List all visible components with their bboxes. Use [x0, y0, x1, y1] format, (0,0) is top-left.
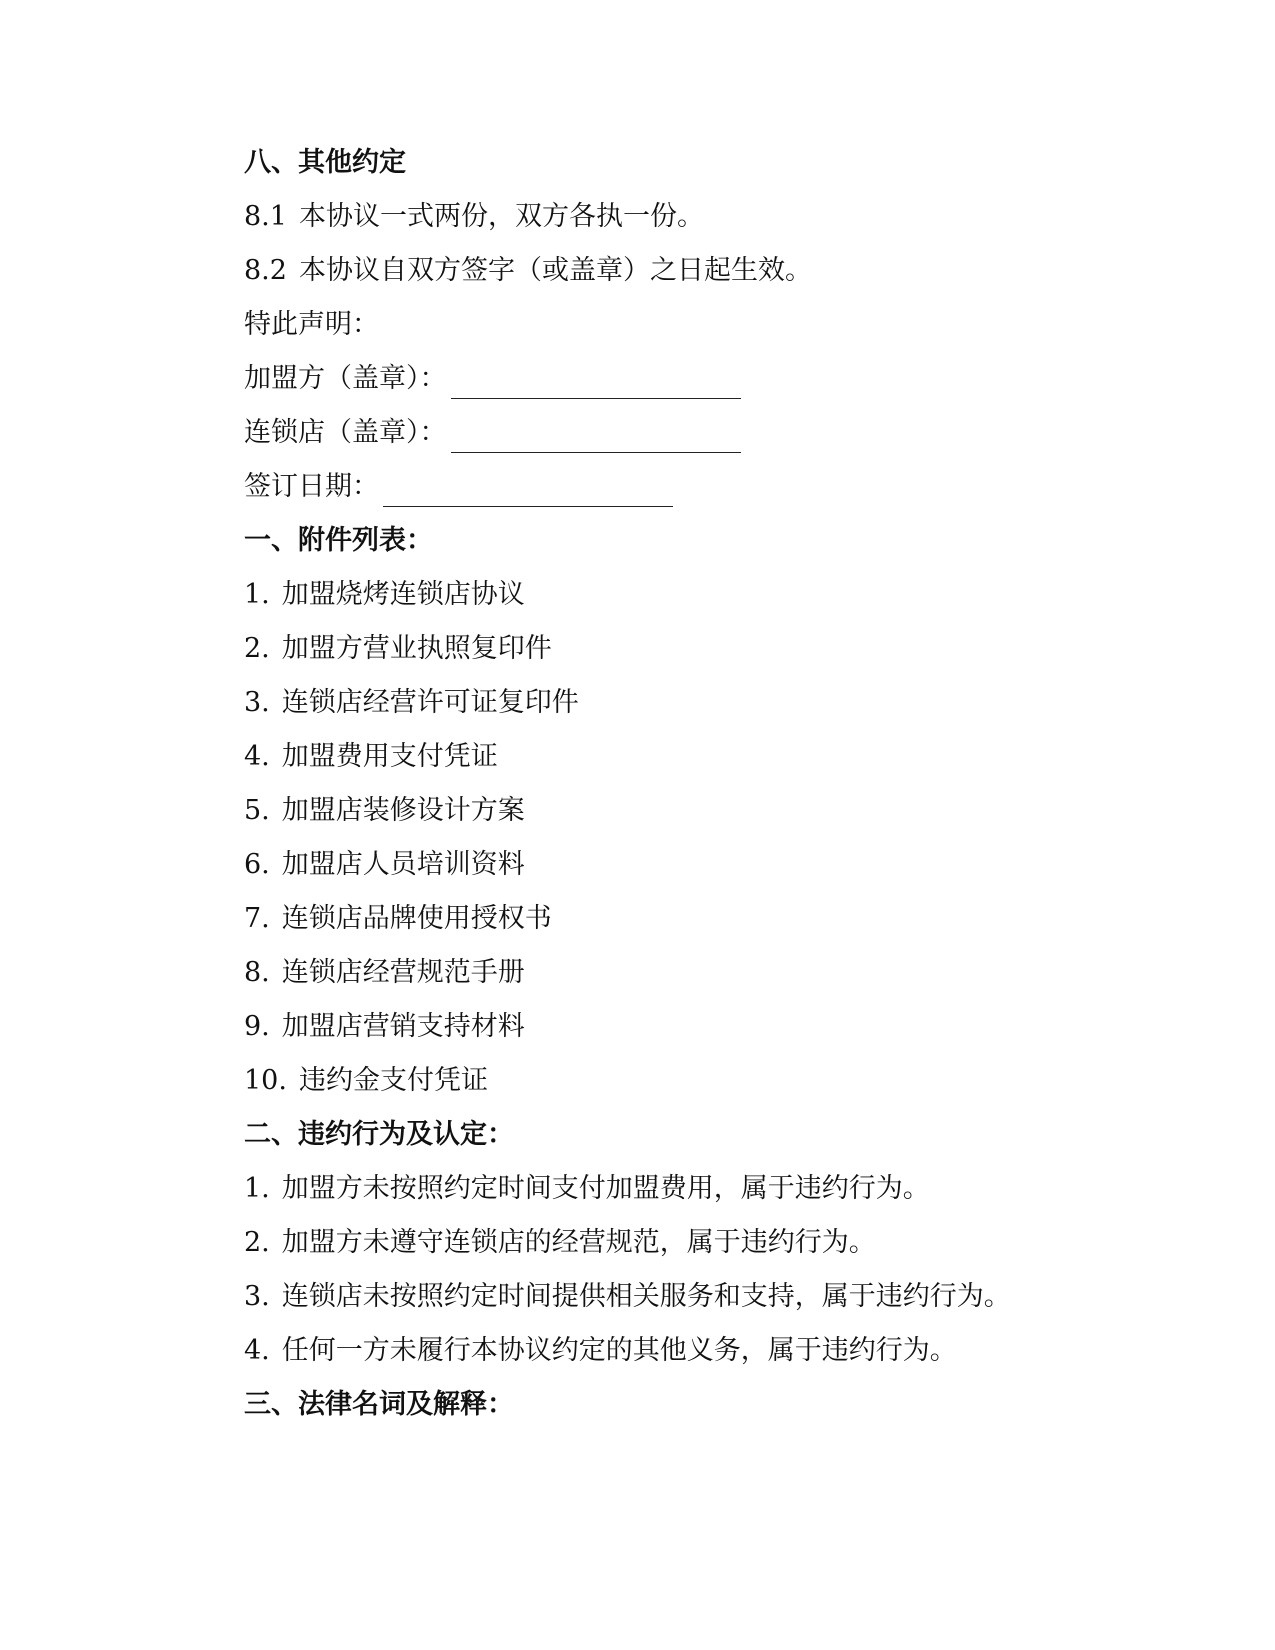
clause-text: 本协议一式两份，双方各执一份。	[298, 201, 704, 232]
chain-store-signature-line	[244, 413, 741, 453]
chain-store-label: 连锁店（盖章）：	[244, 417, 447, 448]
item-text: 任何一方未履行本协议约定的其他义务，属于违约行为。	[281, 1335, 957, 1366]
item-number: 10.	[244, 1065, 287, 1096]
list-item	[244, 1223, 876, 1263]
date-blank	[383, 476, 673, 507]
franchisee-label: 加盟方（盖章）：	[244, 363, 447, 394]
list-item	[244, 683, 579, 723]
item-text: 加盟方营业执照复印件	[281, 633, 552, 664]
chain-store-signature-blank	[451, 422, 741, 453]
clause-8-1	[244, 197, 704, 237]
legal-terms-heading: 三、法律名词及解释：	[244, 1389, 514, 1420]
list-item	[244, 791, 525, 831]
list-item	[244, 1277, 1011, 1317]
item-number: 3.	[244, 1281, 270, 1312]
franchisee-signature-line	[244, 359, 741, 399]
clause-text: 本协议自双方签字（或盖章）之日起生效。	[298, 255, 812, 286]
item-text: 加盟烧烤连锁店协议	[281, 579, 525, 610]
franchisee-signature-blank	[451, 368, 741, 399]
item-text: 连锁店经营许可证复印件	[281, 687, 579, 718]
list-item	[244, 1061, 488, 1101]
list-item	[244, 1169, 930, 1209]
item-number: 7.	[244, 903, 270, 934]
list-item	[244, 629, 552, 669]
item-text: 连锁店品牌使用授权书	[281, 903, 552, 934]
item-text: 连锁店经营规范手册	[281, 957, 525, 988]
item-text: 连锁店未按照约定时间提供相关服务和支持，属于违约行为。	[281, 1281, 1011, 1312]
clause-number: 8.1	[244, 201, 287, 232]
clause-8-2	[244, 251, 812, 291]
item-text: 加盟方未遵守连锁店的经营规范，属于违约行为。	[281, 1227, 876, 1258]
item-text: 加盟店人员培训资料	[281, 849, 525, 880]
list-item	[244, 1007, 525, 1047]
item-number: 8.	[244, 957, 270, 988]
item-number: 2.	[244, 633, 270, 664]
date-label: 签订日期：	[244, 471, 379, 502]
item-number: 5.	[244, 795, 270, 826]
attachments-heading: 一、附件列表：	[244, 525, 433, 556]
item-text: 加盟方未按照约定时间支付加盟费用，属于违约行为。	[281, 1173, 930, 1204]
date-signature-line	[244, 467, 673, 507]
section-8-heading: 八、其他约定	[244, 147, 406, 178]
list-item	[244, 953, 525, 993]
item-number: 3.	[244, 687, 270, 718]
item-number: 9.	[244, 1011, 270, 1042]
list-item	[244, 737, 498, 777]
item-text: 违约金支付凭证	[298, 1065, 488, 1096]
list-item	[244, 899, 552, 939]
item-number: 6.	[244, 849, 270, 880]
item-number: 1.	[244, 1173, 270, 1204]
item-number: 4.	[244, 1335, 270, 1366]
item-number: 2.	[244, 1227, 270, 1258]
item-number: 1.	[244, 579, 270, 610]
list-item	[244, 845, 525, 885]
item-number: 4.	[244, 741, 270, 772]
item-text: 加盟店装修设计方案	[281, 795, 525, 826]
item-text: 加盟店营销支持材料	[281, 1011, 525, 1042]
list-item	[244, 1331, 957, 1371]
breach-heading: 二、违约行为及认定：	[244, 1119, 514, 1150]
item-text: 加盟费用支付凭证	[281, 741, 498, 772]
list-item	[244, 575, 525, 615]
clause-number: 8.2	[244, 255, 287, 286]
declaration: 特此声明：	[244, 309, 379, 340]
